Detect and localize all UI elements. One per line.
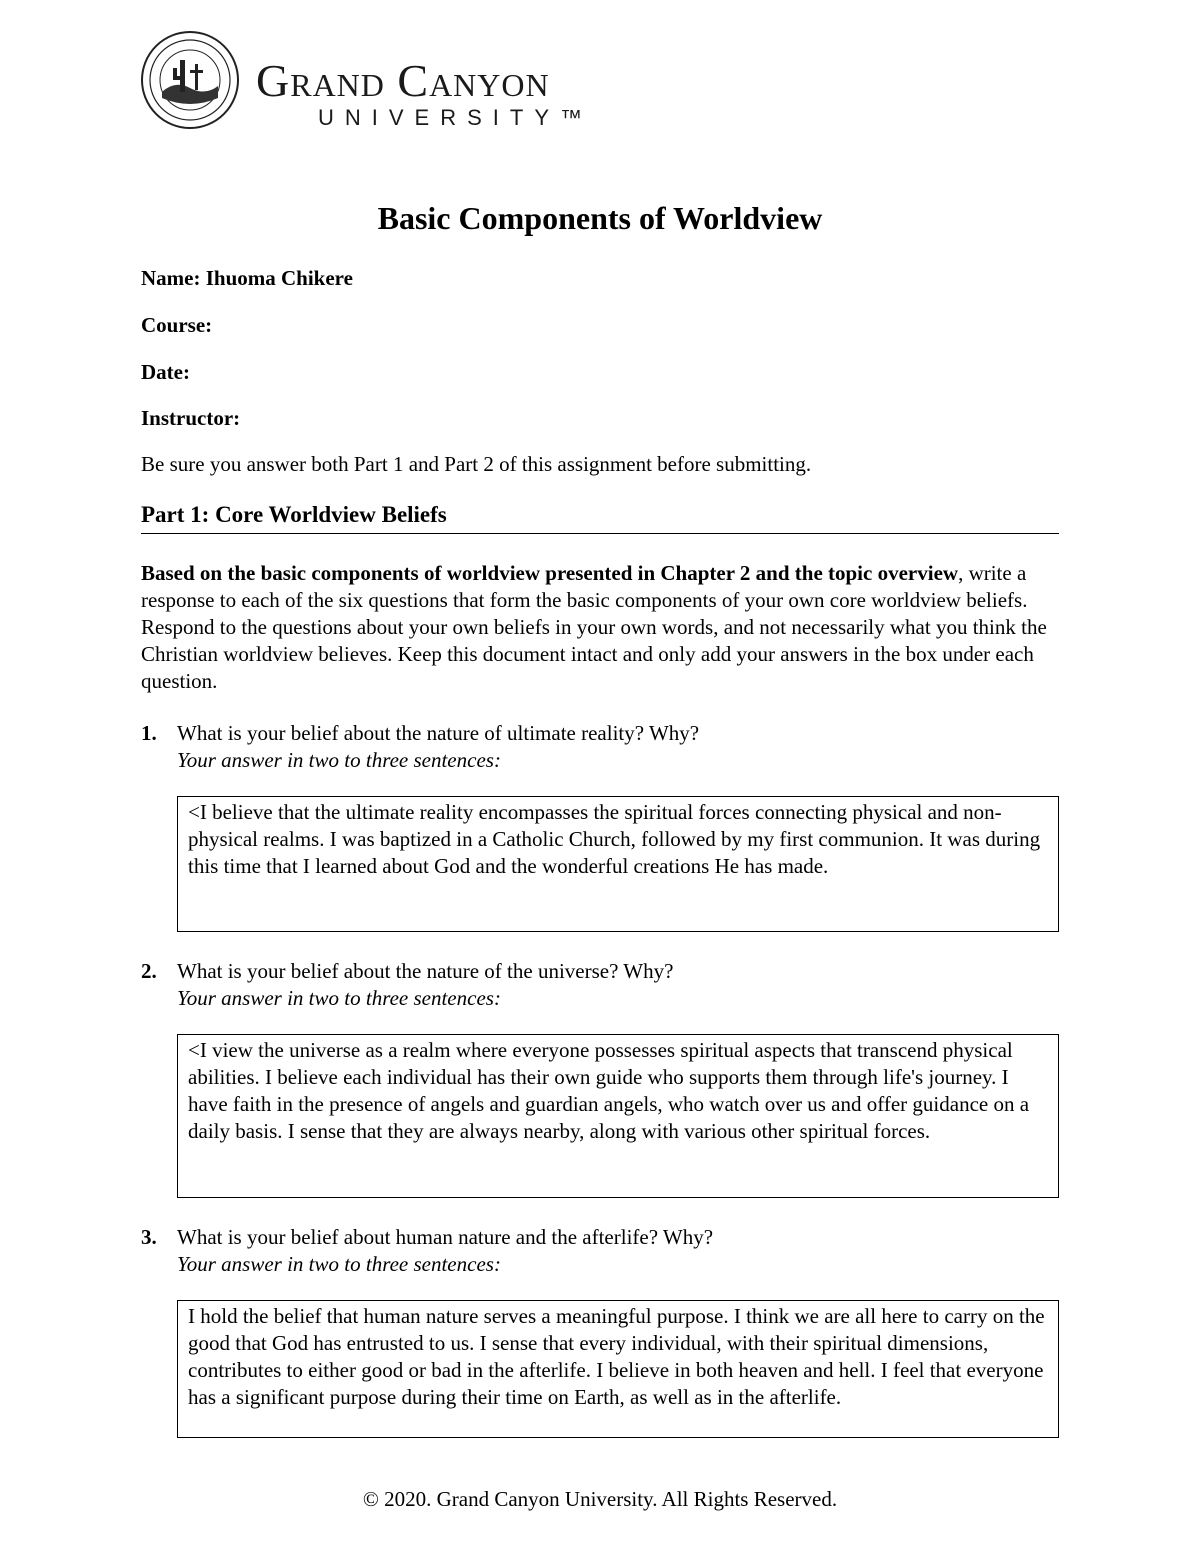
question-number: 1. [141, 721, 157, 745]
university-subtitle: UNIVERSITY™ [318, 105, 594, 130]
question-2 [141, 958, 1059, 1012]
question-3 [141, 1224, 1059, 1278]
question-hint: Your answer in two to three sentences: [177, 986, 501, 1010]
instructions-rest: , write a response to each of the six questions that form the basic components of your own core worldview beliefs. Respond to the questions about your own beliefs in your own words, and not necessarily what you think the Christian worldview believes. Keep this document intact and only add your answers in the box under each question. [141, 561, 1047, 693]
answer-box-1[interactable]: <I believe that the ultimate reality encompasses the spiritual forces connecting physical and non-physical realms. I was baptized in a Catholic Church, followed by my first communion. It was during this time that I learned about God and the wonderful creations He has made. [177, 796, 1059, 932]
part1-instructions [141, 560, 1061, 695]
date-field: Date: [141, 360, 190, 384]
university-name: Grand Canyon [256, 55, 550, 106]
university-logo [140, 30, 620, 130]
question-number: 2. [141, 959, 157, 983]
copyright-footer: © 2020. Grand Canyon University. All Rights Reserved. [362, 1487, 838, 1511]
university-seal-icon [140, 30, 240, 130]
question-text: What is your belief about human nature and the afterlife? Why? [177, 1225, 714, 1249]
name-field: Name: Ihuoma Chikere [141, 266, 353, 290]
intro-text: Be sure you answer both Part 1 and Part 2 of this assignment before submitting. [141, 452, 812, 476]
question-hint: Your answer in two to three sentences: [177, 748, 501, 772]
course-field: Course: [141, 313, 213, 337]
instructor-field: Instructor: [141, 406, 241, 430]
question-text: What is your belief about the nature of ultimate reality? Why? [177, 721, 700, 745]
question-hint: Your answer in two to three sentences: [177, 1252, 501, 1276]
question-number: 3. [141, 1225, 157, 1249]
question-text: What is your belief about the nature of the universe? Why? [177, 959, 674, 983]
answer-box-3[interactable]: I hold the belief that human nature serves a meaningful purpose. I think we are all here to carry on the good that God has entrusted to us. I sense that every individual, with their spiritual dimensions, contributes to either good or bad in the afterlife. I believe in both heaven and hell. I feel that everyone has a significant purpose during their time on Earth, as well as in the afterlife. [177, 1300, 1059, 1438]
part1-heading: Part 1: Core Worldview Beliefs [141, 502, 1059, 534]
instructions-bold: Based on the basic components of worldview presented in Chapter 2 and the topic overview [141, 561, 959, 585]
question-1 [141, 720, 1059, 774]
document-title: Basic Components of Worldview [377, 200, 823, 236]
answer-box-2[interactable]: <I view the universe as a realm where everyone possesses spiritual aspects that transcend physical abilities. I believe each individual has their own guide who supports them through life's journey. I have faith in the presence of angels and guardian angels, who watch over us and offer guidance on a daily basis. I sense that they are always nearby, along with various other spiritual forces. [177, 1034, 1059, 1198]
university-wordmark [256, 55, 594, 130]
